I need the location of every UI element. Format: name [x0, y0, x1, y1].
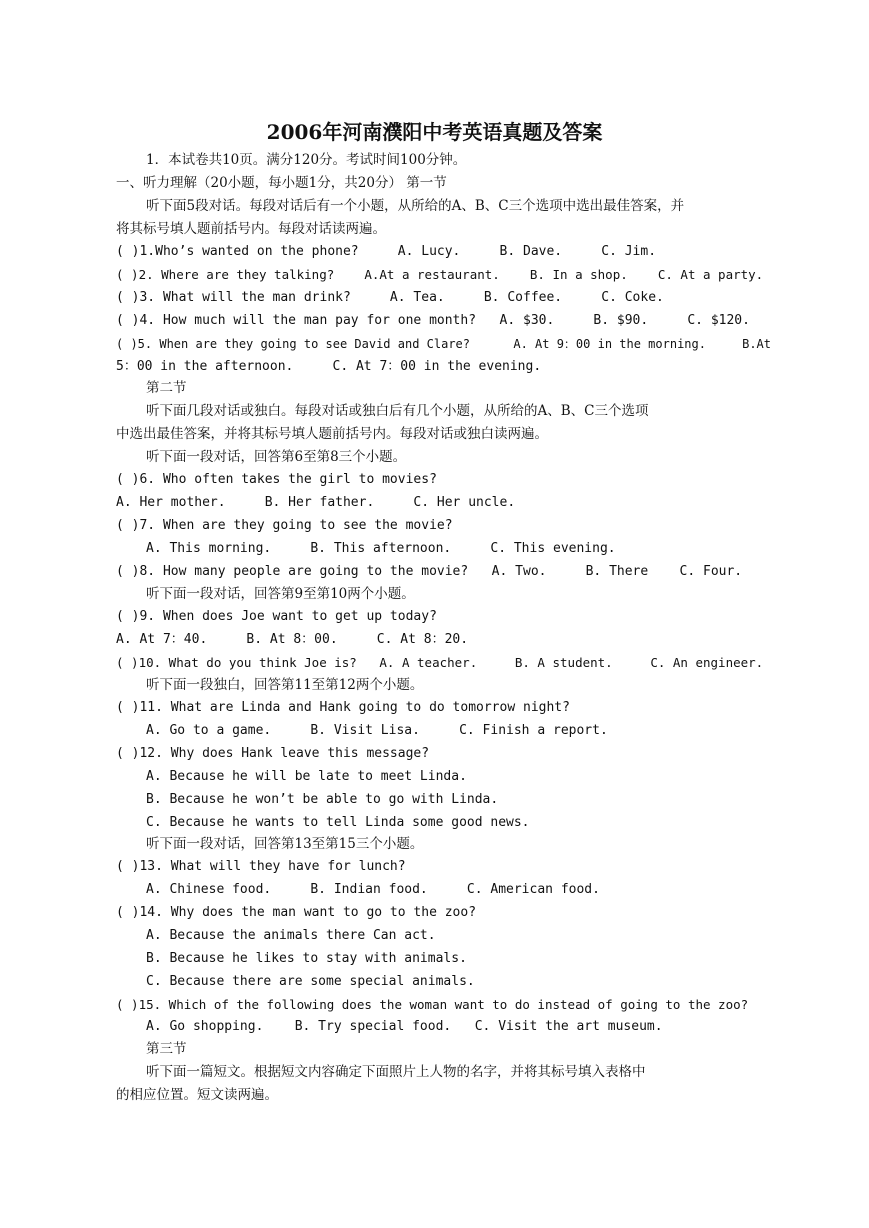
- option-line: A. Go to a game. B. Visit Lisa. C. Finish a report.: [146, 723, 608, 738]
- instruction-line: 听下面一段对话，回答第9至第10两个小题。: [146, 586, 415, 602]
- question-line: ( )5. When are they going to see David and Clare? A. At 9：00 in the morning. B.At: [116, 337, 771, 351]
- section-heading: 一、听力理解（20小题，每小题1分，共20分） 第一节: [116, 175, 447, 191]
- question-line: ( )4. How much will the man pay for one month? A. $30. B. $90. C. $120.: [116, 313, 750, 328]
- option-line: A. This morning. B. This afternoon. C. This evening.: [146, 541, 616, 556]
- question-line: ( )11. What are Linda and Hank going to do tomorrow night?: [116, 700, 570, 715]
- question-line: ( )3. What will the man drink? A. Tea. B. Coffee. C. Coke.: [116, 290, 664, 305]
- option-line: A. Because he will be late to meet Linda.: [146, 769, 467, 784]
- question-line: ( )14. Why does the man want to go to the zoo?: [116, 905, 477, 920]
- option-line: A. Her mother. B. Her father. C. Her uncle.: [116, 495, 516, 510]
- question-line: ( )13. What will they have for lunch?: [116, 859, 406, 874]
- page-title: 2006年河南濮阳中考英语真题及答案: [266, 120, 603, 144]
- option-line: C. Because he wants to tell Linda some good news.: [146, 815, 530, 830]
- instruction-line: 的相应位置。短文读两遍。: [116, 1087, 278, 1103]
- question-line: ( )9. When does Joe want to get up today?: [116, 609, 437, 624]
- option-line: A. Because the animals there Can act.: [146, 928, 436, 943]
- question-line: ( )2. Where are they talking? A.At a restaurant. B. In a shop. C. At a party.: [116, 267, 764, 282]
- question-line: ( )1.Who’s wanted on the phone? A. Lucy. B. Dave. C. Jim.: [116, 244, 657, 259]
- question-line: ( )12. Why does Hank leave this message?: [116, 746, 430, 761]
- instruction-line: 将其标号填人题前括号内。每段对话读两遍。: [116, 221, 386, 237]
- question-line: ( )8. How many people are going to the movie? A. Two. B. There C. Four.: [116, 564, 743, 579]
- option-line: B. Because he won’t be able to go with Linda.: [146, 792, 499, 807]
- option-line: A. At 7：40. B. At 8：00. C. At 8：20.: [116, 632, 469, 647]
- section-heading: 第三节: [146, 1041, 187, 1057]
- question-line: ( )10. What do you think Joe is? A. A teacher. B. A student. C. An engineer.: [116, 655, 764, 670]
- instruction-line: 中选出最佳答案，并将其标号填人题前括号内。每段对话或独白读两遍。: [116, 426, 548, 442]
- question-line: ( )7. When are they going to see the movie?: [116, 518, 453, 533]
- question-line: ( )15. Which of the following does the woman want to do instead of going to the zoo?: [116, 997, 749, 1012]
- instruction-line: 听下面一段对话，回答第13至第15三个小题。: [146, 836, 424, 852]
- instruction-line: 听下面5段对话。每段对话后有一个小题，从所给的A、B、C三个选项中选出最佳答案，并: [146, 198, 685, 214]
- instruction-line: 听下面一段独白，回答第11至第12两个小题。: [146, 677, 424, 693]
- option-line: A. Go shopping. B. Try special food. C. Visit the art museum.: [146, 1019, 663, 1034]
- instruction-line: 听下面一篇短文。根据短文内容确定下面照片上人物的名字，并将其标号填入表格中: [146, 1064, 646, 1080]
- option-line: A. Chinese food. B. Indian food. C. American food.: [146, 882, 600, 897]
- option-line: B. Because he likes to stay with animals.: [146, 951, 467, 966]
- exam-note: 1．本试卷共10页。满分120分。考试时间100分钟。: [146, 152, 467, 168]
- option-line: C. Because there are some special animals.: [146, 974, 475, 989]
- question-line: ( )6. Who often takes the girl to movies?: [116, 472, 437, 487]
- instruction-line: 听下面一段对话，回答第6至第8三个小题。: [146, 449, 407, 465]
- question-line: 5：00 in the afternoon. C. At 7：00 in the evening.: [116, 359, 542, 374]
- instruction-line: 听下面几段对话或独白。每段对话或独白后有几个小题，从所给的A、B、C三个选项: [146, 403, 649, 419]
- section-heading: 第二节: [146, 380, 187, 396]
